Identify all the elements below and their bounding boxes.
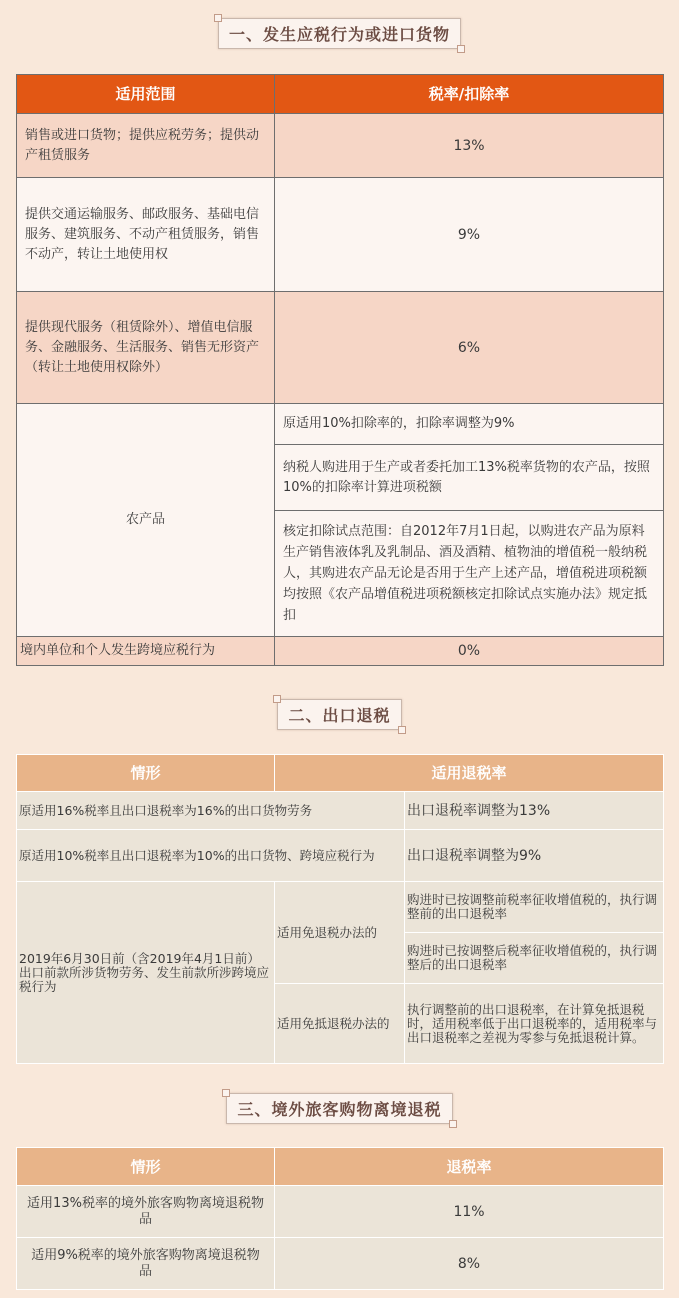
case-cell: 适用9%税率的境外旅客购物离境退税物品: [17, 1238, 275, 1290]
case-cell: 原适用10%税率且出口退税率为10%的出口货物、跨境应税行为: [17, 830, 405, 882]
scope-cell: 提供交通运输服务、邮政服务、基础电信服务、建筑服务、不动产租赁服务，销售不动产，转让土地使用权: [17, 178, 275, 292]
section3-title-text: 三、境外旅客购物离境退税: [237, 1100, 442, 1119]
corner-decoration: [214, 14, 222, 22]
section2-title-wrap: [0, 699, 679, 730]
table-row: [17, 404, 664, 445]
rate-cell: 9%: [275, 178, 664, 292]
traveler-refund-table: [16, 1147, 664, 1290]
scope-cell: 境内单位和个人发生跨境应税行为: [17, 637, 275, 666]
rate-cell: 购进时已按调整后税率征收增值税的，执行调整后的出口退税率: [405, 933, 664, 984]
agri-scope-cell: 农产品: [17, 404, 275, 637]
corner-decoration: [222, 1089, 230, 1097]
rate-cell: 原适用10%扣除率的，扣除率调整为9%: [275, 404, 664, 445]
header-scope: 适用范围: [17, 75, 275, 114]
rate-cell: 8%: [275, 1238, 664, 1290]
section1-title: [218, 18, 461, 49]
table-row: [17, 830, 664, 882]
section3-title: [226, 1093, 452, 1124]
corner-decoration: [457, 45, 465, 53]
section2-title: [277, 699, 401, 730]
tax-rate-table: [16, 74, 664, 666]
scope-cell: 提供现代服务（租赁除外）、增值电信服务、金融服务、生活服务、销售无形资产（转让土地使用权除外）: [17, 292, 275, 404]
method-cell: 适用免退税办法的: [275, 882, 405, 984]
corner-decoration: [273, 695, 281, 703]
rate-cell: 11%: [275, 1186, 664, 1238]
rate-cell: 执行调整前的出口退税率，在计算免抵退税时，适用税率低于出口退税率的，适用税率与出口退税率之差视为零参与免抵退税计算。: [405, 984, 664, 1064]
corner-decoration: [398, 726, 406, 734]
header-case: 情形: [17, 1148, 275, 1186]
rate-cell: 出口退税率调整为9%: [405, 830, 664, 882]
section3-title-wrap: [0, 1093, 679, 1124]
header-case: 情形: [17, 755, 275, 792]
rate-cell: 13%: [275, 114, 664, 178]
rate-cell: 0%: [275, 637, 664, 666]
section2-title-text: 二、出口退税: [288, 706, 391, 725]
case-cell: 适用13%税率的境外旅客购物离境退税物品: [17, 1186, 275, 1238]
section1-title-text: 一、发生应税行为或进口货物: [228, 25, 450, 44]
table-row: [17, 292, 664, 404]
rate-cell: 纳税人购进用于生产或者委托加工13%税率货物的农产品，按照10%的扣除率计算进项税额: [275, 445, 664, 511]
case-cell: 原适用16%税率且出口退税率为16%的出口货物劳务: [17, 792, 405, 830]
header-rate: 适用退税率: [275, 755, 664, 792]
table-row: [17, 882, 664, 933]
case-cell: 2019年6月30日前（含2019年4月1日前）出口前款所涉货物劳务、发生前款所涉跨境应税行为: [17, 882, 275, 1064]
table-row: [17, 792, 664, 830]
table-row: [17, 1238, 664, 1290]
table-row: [17, 1186, 664, 1238]
rate-cell: 6%: [275, 292, 664, 404]
table-row: [17, 114, 664, 178]
export-rebate-table: [16, 754, 664, 1064]
header-rate: 税率/扣除率: [275, 75, 664, 114]
rate-cell: 核定扣除试点范围：自2012年7月1日起，以购进农产品为原料生产销售液体乳及乳制品、酒及酒精、植物油的增值税一般纳税人，其购进农产品无论是否用于生产上述产品，增值税进项税额均按照《农产品增值税进项税额核定扣除试点实施办法》规定抵扣: [275, 511, 664, 637]
corner-decoration: [449, 1120, 457, 1128]
scope-cell: 销售或进口货物；提供应税劳务；提供动产租赁服务: [17, 114, 275, 178]
rate-cell: 出口退税率调整为13%: [405, 792, 664, 830]
rate-cell: 购进时已按调整前税率征收增值税的，执行调整前的出口退税率: [405, 882, 664, 933]
header-rate: 退税率: [275, 1148, 664, 1186]
table-row: [17, 637, 664, 666]
method-cell: 适用免抵退税办法的: [275, 984, 405, 1064]
section1-title-wrap: [0, 18, 679, 49]
table-row: [17, 178, 664, 292]
